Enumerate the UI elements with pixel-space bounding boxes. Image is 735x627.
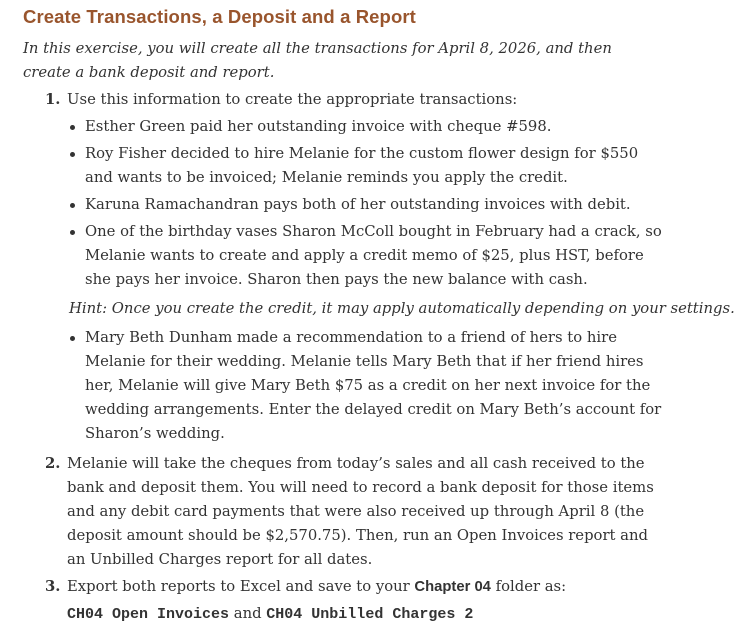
bullet-dot xyxy=(70,230,75,235)
bullet-sharon-mccoll: One of the birthday vases Sharon McColl bought in February had a crack, so Melanie wants to create and apply a credit memo of $25, plus HST, before she pays her invoice. Sharon then pays the new balance with cash. xyxy=(67,220,663,292)
exercise-title: Create Transactions, a Deposit and a Report xyxy=(23,6,416,27)
step-1-text: Use this information to create the appropriate transactions: xyxy=(67,91,518,108)
hint-text: Hint: Once you create the credit, it may apply automatically depending on your settings. xyxy=(69,300,735,317)
step-2-number: 2. xyxy=(45,455,61,472)
step-1-number: 1. xyxy=(45,91,61,108)
bullet-dot xyxy=(70,125,75,130)
bullet-mary-beth-dunham: Mary Beth Dunham made a recommendation to a friend of hers to hire Melanie for their wedding. Melanie tells Mary Beth that if her friend hires her, Melanie will give Mary Beth $75 as a credit on her next invoice for the wedding arrangements. Enter the delayed credit on Mary Beth’s account for Sharon’s wedding. xyxy=(67,326,663,446)
step-1 xyxy=(23,88,735,446)
intro-paragraph: In this exercise, you will create all the transactions for April 8, 2026, and then create a bank deposit and report. xyxy=(23,40,612,81)
step-1-bullets-after-hint xyxy=(67,326,663,446)
step-3-text-before: Export both reports to Excel and save to your xyxy=(67,578,415,595)
bullet-dot xyxy=(70,152,75,157)
file-names xyxy=(67,602,663,627)
folder-name: Chapter 04 xyxy=(414,579,491,595)
bullet-dot xyxy=(70,336,75,341)
step-2 xyxy=(23,452,663,572)
file-name-unbilled-charges: CH04 Unbilled Charges 2 xyxy=(266,606,474,623)
bullet-dot xyxy=(70,203,75,208)
bullet-karuna-ramachandran: Karuna Ramachandran pays both of her outstanding invoices with debit. xyxy=(67,193,663,217)
step-3-number: 3. xyxy=(45,578,61,595)
step-3-text-after: folder as: xyxy=(490,578,567,595)
file-name-open-invoices: CH04 Open Invoices xyxy=(67,606,230,623)
step-1-bullets xyxy=(67,115,663,292)
step-3 xyxy=(23,575,663,627)
bullet-roy-fisher: Roy Fisher decided to hire Melanie for the custom flower design for $550 and wants to be invoiced; Melanie reminds you apply the credit. xyxy=(67,142,663,190)
file-connector: and xyxy=(233,605,262,622)
step-2-text: Melanie will take the cheques from today’s sales and all cash received to the bank and deposit them. You will need to record a bank deposit for those items and any debit card payments that were also received up through April 8 (the deposit amount should be $2,570.75). Then, run an Open Invoices report and an Unbilled Charges report for all dates. xyxy=(67,455,654,568)
bullet-esther-green: Esther Green paid her outstanding invoice with cheque #598. xyxy=(67,115,663,139)
steps-list xyxy=(23,88,735,627)
